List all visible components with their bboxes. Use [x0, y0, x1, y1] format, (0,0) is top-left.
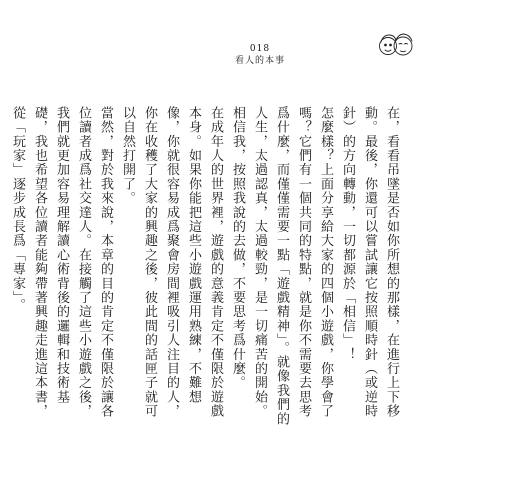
paragraph: 怎麼樣？上面分享給大家的四個小遊戲，你學會了嗎？它們有一個共同的特點，就是你不需要去思考爲什麼，而僅僅需要一點「遊戲精神」。就像我們的人生，太過認真，太過較勁，是一切痛苦的開始。相信我，按照我說的去做，不要思考爲什麼。: [230, 106, 333, 427]
paragraph: 在，看看吊墜是否如你所想的那樣，在進行上下移動。最後，你還可以嘗試讓它按照順時針（或逆時針）的方向轉動，一切都源於「相信」！: [340, 106, 399, 419]
paragraph: 當然，對於我來說，本章的目的肯定不僅限於讓各位讀者成爲社交達人。在接觸了這些小遊戲之後，我們就更加容易理解讀心術背後的邏輯和技術基礎，我也希望各位讀者能夠帶著興趣走進這本書，從「玩家」逐步成長爲「專家」。: [10, 106, 113, 419]
body-text: [10, 106, 402, 428]
page-number: 018: [249, 44, 271, 54]
paragraph: 在成年人的世界裡，遊戲的意義肯定不僅限於遊戲本身。如果你能把這些小遊戲運用熟練，不難想像，你就很容易成爲聚會房間裡吸引人注目的人，你在收穫了大家的興趣之後，彼此間的話匣子就可以自然打開了。: [120, 106, 223, 419]
running-title: 看人的本事: [234, 56, 285, 66]
